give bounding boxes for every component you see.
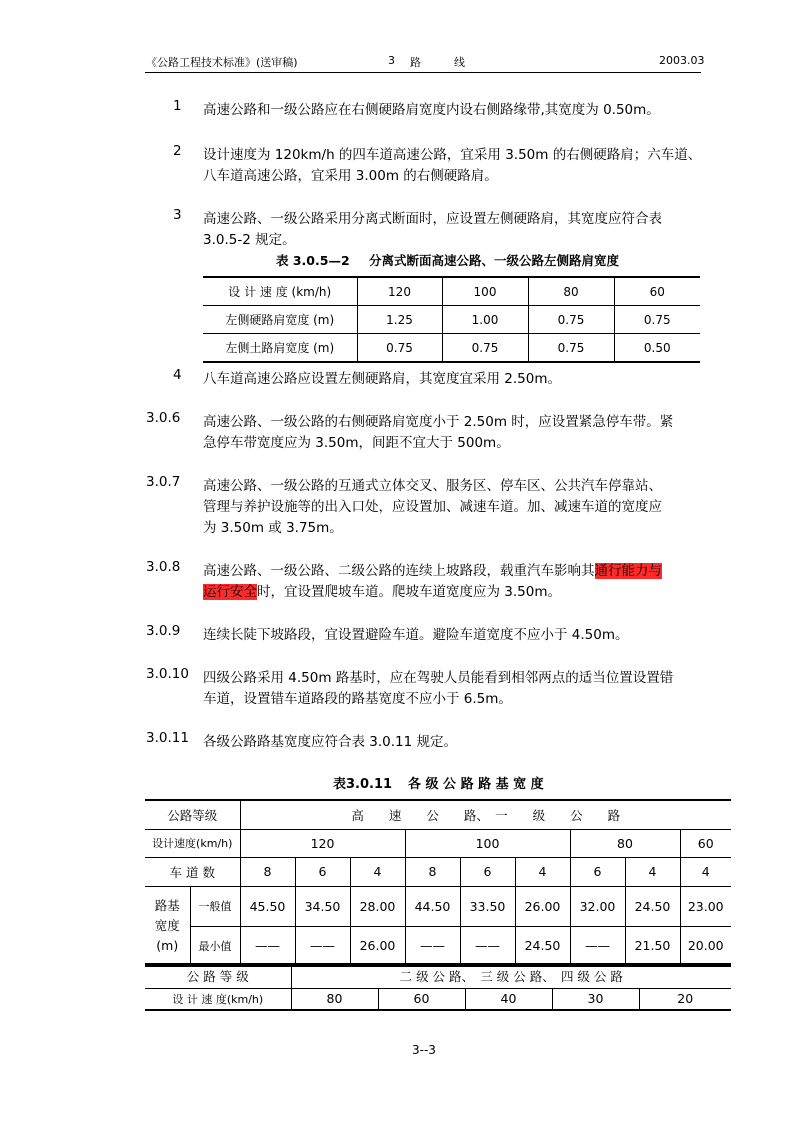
clause-text: 高速公路、一级公路的右侧硬路肩宽度小于 2.50m 时，应设置紧急停车带。紧 [203,414,674,430]
clause-text: 八车道高速公路应设置左侧硬路肩，其宽度宜采用 2.50m。 [203,371,561,387]
clause-text: 为 3.50m 或 3.75m。 [203,520,343,536]
table-row [145,926,731,966]
table-cell: 6 [460,857,515,886]
table-cell: 28.00 [350,886,405,926]
clause-number: 1 [173,98,182,114]
table-cell: 30 [552,988,639,1010]
table-row [145,829,731,857]
table-caption-number: 表3.0.11 [333,777,393,792]
table-cell: 8 [405,857,460,886]
running-header-chapter-title: 路 线 [410,56,465,69]
table-cell: 100 [405,829,570,857]
table-cell: 40 [465,988,552,1010]
table-cell: 一般值 [190,886,240,926]
clause-text: 急停车带宽度应为 3.50m，间距不宜大于 500m。 [203,435,510,451]
table-cell: 1.00 [442,306,528,334]
clause-number: 3.0.9 [146,623,181,639]
clause-text: 四级公路采用 4.50m 路基时，应在驾驶人员能看到相邻两点的适当位置设置错 [203,670,674,686]
clause-text-line [203,559,662,579]
table-row [145,800,731,829]
running-header-date: 2003.03 [659,54,705,67]
table-cell: 60 [614,277,700,306]
clause-text: 各级公路路基宽度应符合表 3.0.11 规定。 [203,734,458,750]
table-cell: 26.00 [515,886,570,926]
table-cell: —— [460,926,515,966]
table-cell: 公路等级 [145,800,240,829]
table-cell: 4 [515,857,570,886]
left-shoulder-width-table [203,276,700,363]
table-cell: 80 [570,829,680,857]
table-cell: 120 [240,829,405,857]
clause-number: 3.0.8 [146,559,181,575]
table-cell: 设 计 速 度 (km/h) [203,277,357,306]
table-row [145,964,731,988]
table-cell: 80 [291,988,378,1010]
table-cell: 60 [680,829,731,857]
table-cell: 左侧硬路肩宽度 (m) [203,306,357,334]
table-cell: 0.75 [357,334,442,363]
clause-text: 八车道高速公路，宜采用 3.00m 的右侧硬路肩。 [203,168,498,184]
highlighted-text: 通行能力与 [594,563,662,579]
header-rule [145,72,701,73]
clause-number: 4 [173,367,182,383]
table-cell: 4 [680,857,731,886]
table-cell: 4 [625,857,680,886]
clause-number: 3.0.10 [146,666,189,682]
table-row [203,334,700,363]
clause-text: 高速公路、一级公路的互通式立体交叉、服务区、停车区、公共汽车停靠站、 [203,478,662,494]
subgrade-width-table [145,799,731,967]
table-cell: 二 级 公 路、 三 级 公 路、 四 级 公 路 [291,964,731,988]
clause-number: 3.0.7 [146,474,181,490]
table-cell: —— [240,926,295,966]
page-number: 3--3 [412,1043,436,1057]
table-cell: 4 [350,857,405,886]
table-cell: 0.75 [528,334,614,363]
running-header-left: 《公路工程技术标准》(送审稿) [146,56,298,69]
table-cell: 32.00 [570,886,625,926]
table-cell: 0.50 [614,334,700,363]
table-caption-title: 分离式断面高速公路、一级公路左侧路肩宽度 [369,253,620,268]
table-row [145,857,731,886]
table-cell: 60 [378,988,465,1010]
table-cell: 最小值 [190,926,240,966]
table-cell: —— [405,926,460,966]
table-row [203,306,700,334]
table-cell: 20 [639,988,731,1010]
table-cell: 高 速 公 路、 一 级 公 路 [240,800,731,829]
table-cell: 26.00 [350,926,405,966]
table-cell: 21.50 [625,926,680,966]
table-cell: 34.50 [295,886,350,926]
clause-text-line [203,580,561,600]
table-caption-title: 各 级 公 路 路 基 宽 度 [408,777,544,792]
table-cell: 路基宽度(m) [145,886,190,966]
clause-number: 3.0.6 [146,410,181,426]
clause-text: 高速公路、一级公路、二级公路的连续上坡路段，载重汽车影响其 [203,563,595,579]
clause-text: 车道，设置错车道路段的路基宽度不应小于 6.5m。 [203,691,512,707]
table-cell: 0.75 [614,306,700,334]
table-row [203,277,700,306]
table-cell: 24.50 [515,926,570,966]
clause-text: 设计速度为 120km/h 的四车道高速公路，宜采用 3.50m 的右侧硬路肩；六车道、 [203,147,702,163]
clause-number: 3 [173,207,182,223]
table-cell: 33.50 [460,886,515,926]
clause-number: 2 [173,143,182,159]
table-cell: 24.50 [625,886,680,926]
table-caption-number: 表 3.0.5—2 [276,253,350,268]
clause-text: 高速公路和一级公路应在右侧硬路肩宽度内设右侧路缘带,其宽度为 0.50m。 [203,102,660,118]
running-header-chapter-number: 3 [388,54,395,67]
table-cell: 120 [357,277,442,306]
table-cell: 45.50 [240,886,295,926]
table-cell: 44.50 [405,886,460,926]
table-cell: 0.75 [528,306,614,334]
table-cell: 23.00 [680,886,731,926]
table-cell: 6 [295,857,350,886]
clause-number: 3.0.11 [146,730,189,746]
subgrade-width-table-lower [145,963,731,1011]
table-cell: —— [570,926,625,966]
clause-text: 连续长陡下坡路段，宜设置避险车道。避险车道宽度不应小于 4.50m。 [203,627,629,643]
table-row [145,988,731,1010]
clause-text: 时，宜设置爬坡车道。爬坡车道宽度应为 3.50m。 [257,584,561,600]
table-cell: 车 道 数 [145,857,240,886]
clause-text: 高速公路、一级公路采用分离式断面时，应设置左侧硬路肩，其宽度应符合表 [203,211,662,227]
clause-text: 管理与养护设施等的出入口处，应设置加、减速车道。加、减速车道的宽度应 [203,499,662,515]
table-row [145,886,731,926]
table-cell: —— [295,926,350,966]
table-cell: 公 路 等 级 [145,964,291,988]
table-cell: 100 [442,277,528,306]
table-cell: 0.75 [442,334,528,363]
clause-text: 3.0.5-2 规定。 [203,232,296,248]
table-cell: 设 计 速 度(km/h) [145,988,291,1010]
table-cell: 设计速度(km/h) [145,829,240,857]
table-cell: 左侧土路肩宽度 (m) [203,334,357,363]
table-cell: 6 [570,857,625,886]
table-cell: 8 [240,857,295,886]
table-cell: 80 [528,277,614,306]
table-cell: 1.25 [357,306,442,334]
table-cell: 20.00 [680,926,731,966]
highlighted-text: 运行安全 [203,584,257,600]
